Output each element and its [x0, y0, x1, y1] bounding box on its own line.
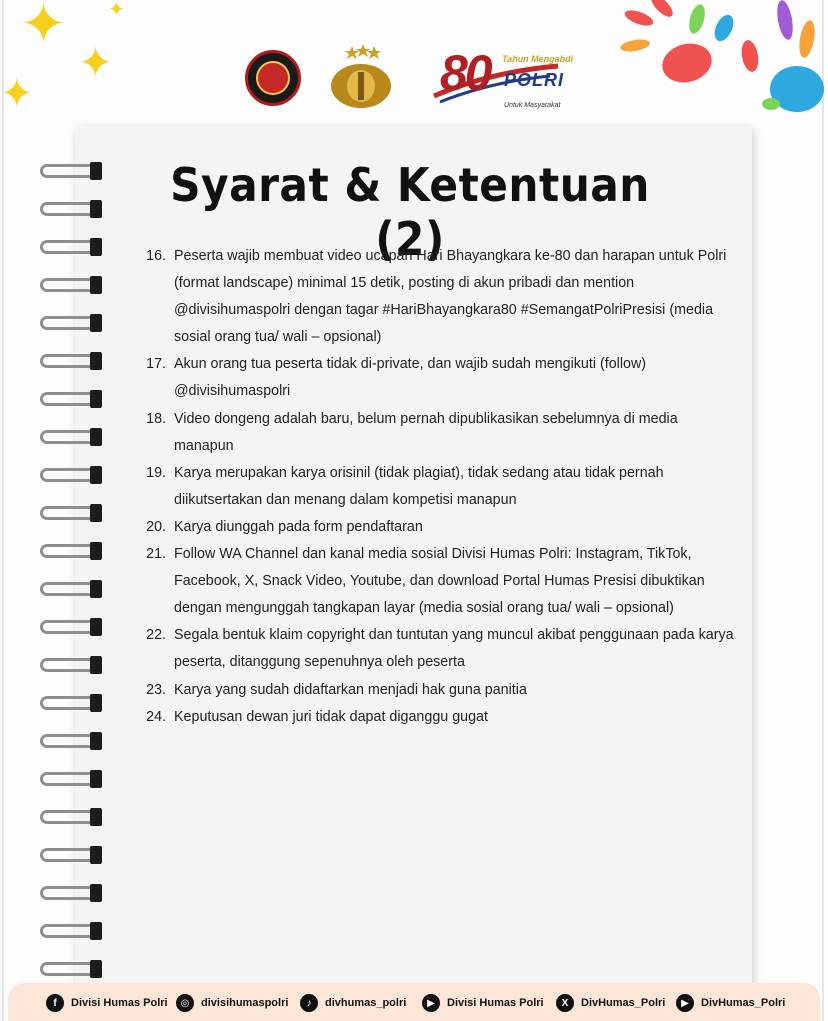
footer-social-bar [8, 983, 820, 1021]
term-number: 22. [146, 627, 166, 644]
80-tahun-polri-badge [430, 45, 574, 116]
term-text: Peserta wajib membuat video ucapan Hari Bhayangkara ke-80 dan harapan untuk Polri (format landscape) minimal 15 detik, posting di akun pribadi dan mention @divisihumaspolri dengan tagar #HariBhayangkara80 #SemangatPolriPresisi (media sosial orang tua/ wali – opsional) [174, 248, 727, 346]
term-text: Karya yang sudah didaftarkan menjadi hak guna panitia [174, 681, 527, 698]
social-label: divisihumaspolri [201, 997, 289, 1009]
term-number: 24. [146, 708, 166, 725]
term-number: 19. [146, 464, 166, 481]
spiral-ring [40, 540, 110, 566]
spiral-ring [40, 198, 110, 224]
sparkle-decoration: ✦ [108, 0, 125, 21]
term-item [140, 704, 740, 731]
term-number: 21. [146, 546, 166, 563]
badge-top-text: Tahun Mengabdi [502, 54, 574, 64]
term-text: Video dongeng adalah baru, belum pernah dipublikasikan sebelumnya di media manapun [174, 410, 678, 454]
youtube-icon: ▶ [422, 994, 440, 1012]
instagram-icon: ◎ [176, 994, 194, 1012]
social-label: Divisi Humas Polri [447, 997, 544, 1009]
spiral-ring [40, 578, 110, 604]
header-logos [0, 38, 828, 118]
divisi-humas-logo [245, 50, 301, 106]
social-link[interactable] [46, 993, 168, 1013]
social-link[interactable] [676, 993, 785, 1013]
badge-number: 80 [440, 45, 490, 101]
spiral-ring [40, 160, 110, 186]
term-text: Karya diunggah pada form pendaftaran [174, 518, 423, 535]
spiral-ring [40, 768, 110, 794]
term-number: 23. [146, 681, 166, 698]
terms-list [140, 243, 740, 731]
facebook-icon: f [46, 994, 64, 1012]
term-item [140, 243, 740, 351]
term-number: 16. [146, 248, 166, 264]
tiktok-icon: ♪ [300, 994, 318, 1012]
sparkle-decoration: ✦ [78, 39, 114, 86]
spiral-ring [40, 350, 110, 376]
term-text: Keputusan dewan juri tidak dapat diganggu gugat [174, 708, 488, 725]
term-number: 17. [146, 356, 166, 373]
sparkle-decoration: ✦ [0, 72, 34, 116]
term-item [140, 351, 740, 405]
spiral-ring [40, 616, 110, 642]
spiral-ring [40, 692, 110, 718]
spiral-ring [40, 844, 110, 870]
badge-tagline: Untuk Masyarakat [504, 102, 561, 109]
spiral-ring [40, 730, 110, 756]
term-item [140, 406, 740, 460]
social-link[interactable] [422, 993, 544, 1013]
x-icon: X [556, 994, 574, 1012]
spiral-ring [40, 312, 110, 338]
tribrata-emblem-icon [326, 44, 396, 110]
spiral-ring [40, 426, 110, 452]
term-number: 18. [146, 410, 166, 427]
spiral-ring [40, 274, 110, 300]
spiral-ring [40, 654, 110, 680]
spiral-ring [40, 464, 110, 490]
spiral-ring [40, 388, 110, 414]
term-item [140, 622, 740, 676]
term-text: Segala bentuk klaim copyright dan tuntutan yang muncul akibat penggunaan pada karya peserta, ditanggung sepenuhnya oleh peserta [174, 627, 734, 671]
social-link[interactable] [176, 993, 288, 1013]
spiral-ring [40, 806, 110, 832]
spiral-ring [40, 958, 110, 984]
social-link[interactable] [556, 993, 665, 1013]
term-text: Karya merupakan karya orisinil (tidak plagiat), tidak sedang atau tidak pernah diikutsertakan dan menang dalam kompetisi manapun [174, 464, 664, 508]
sparkle-decoration: ✦ [20, 0, 67, 55]
badge-brand: POLRI [504, 70, 565, 90]
spiral-ring [40, 882, 110, 908]
term-item [140, 460, 740, 514]
social-link[interactable] [300, 993, 406, 1013]
term-number: 20. [146, 518, 166, 535]
social-label: DivHumas_Polri [581, 997, 666, 1009]
social-label: DivHumas_Polri [701, 997, 786, 1009]
spiral-ring [40, 236, 110, 262]
spiral-ring [40, 502, 110, 528]
term-text: Akun orang tua peserta tidak di-private, dan wajib sudah mengikuti (follow) @divisihumaspolri [174, 356, 647, 400]
term-item [140, 677, 740, 704]
term-item [140, 541, 740, 622]
social-label: divhumas_polri [325, 997, 407, 1009]
spiral-ring [40, 920, 110, 946]
social-label: Divisi Humas Polri [71, 997, 168, 1009]
term-text: Follow WA Channel dan kanal media sosial Divisi Humas Polri: Instagram, TikTok, Facebook, X, Snack Video, Youtube, dan download Portal Humas Presisi dibuktikan dengan mengunggah tangkapan layar (media sosial orang tua/ wali – opsional) [174, 546, 705, 617]
page-title: Syarat & Ketentuan (2) [170, 158, 650, 266]
snackvideo-icon: ▶ [676, 994, 694, 1012]
term-item [140, 514, 740, 541]
